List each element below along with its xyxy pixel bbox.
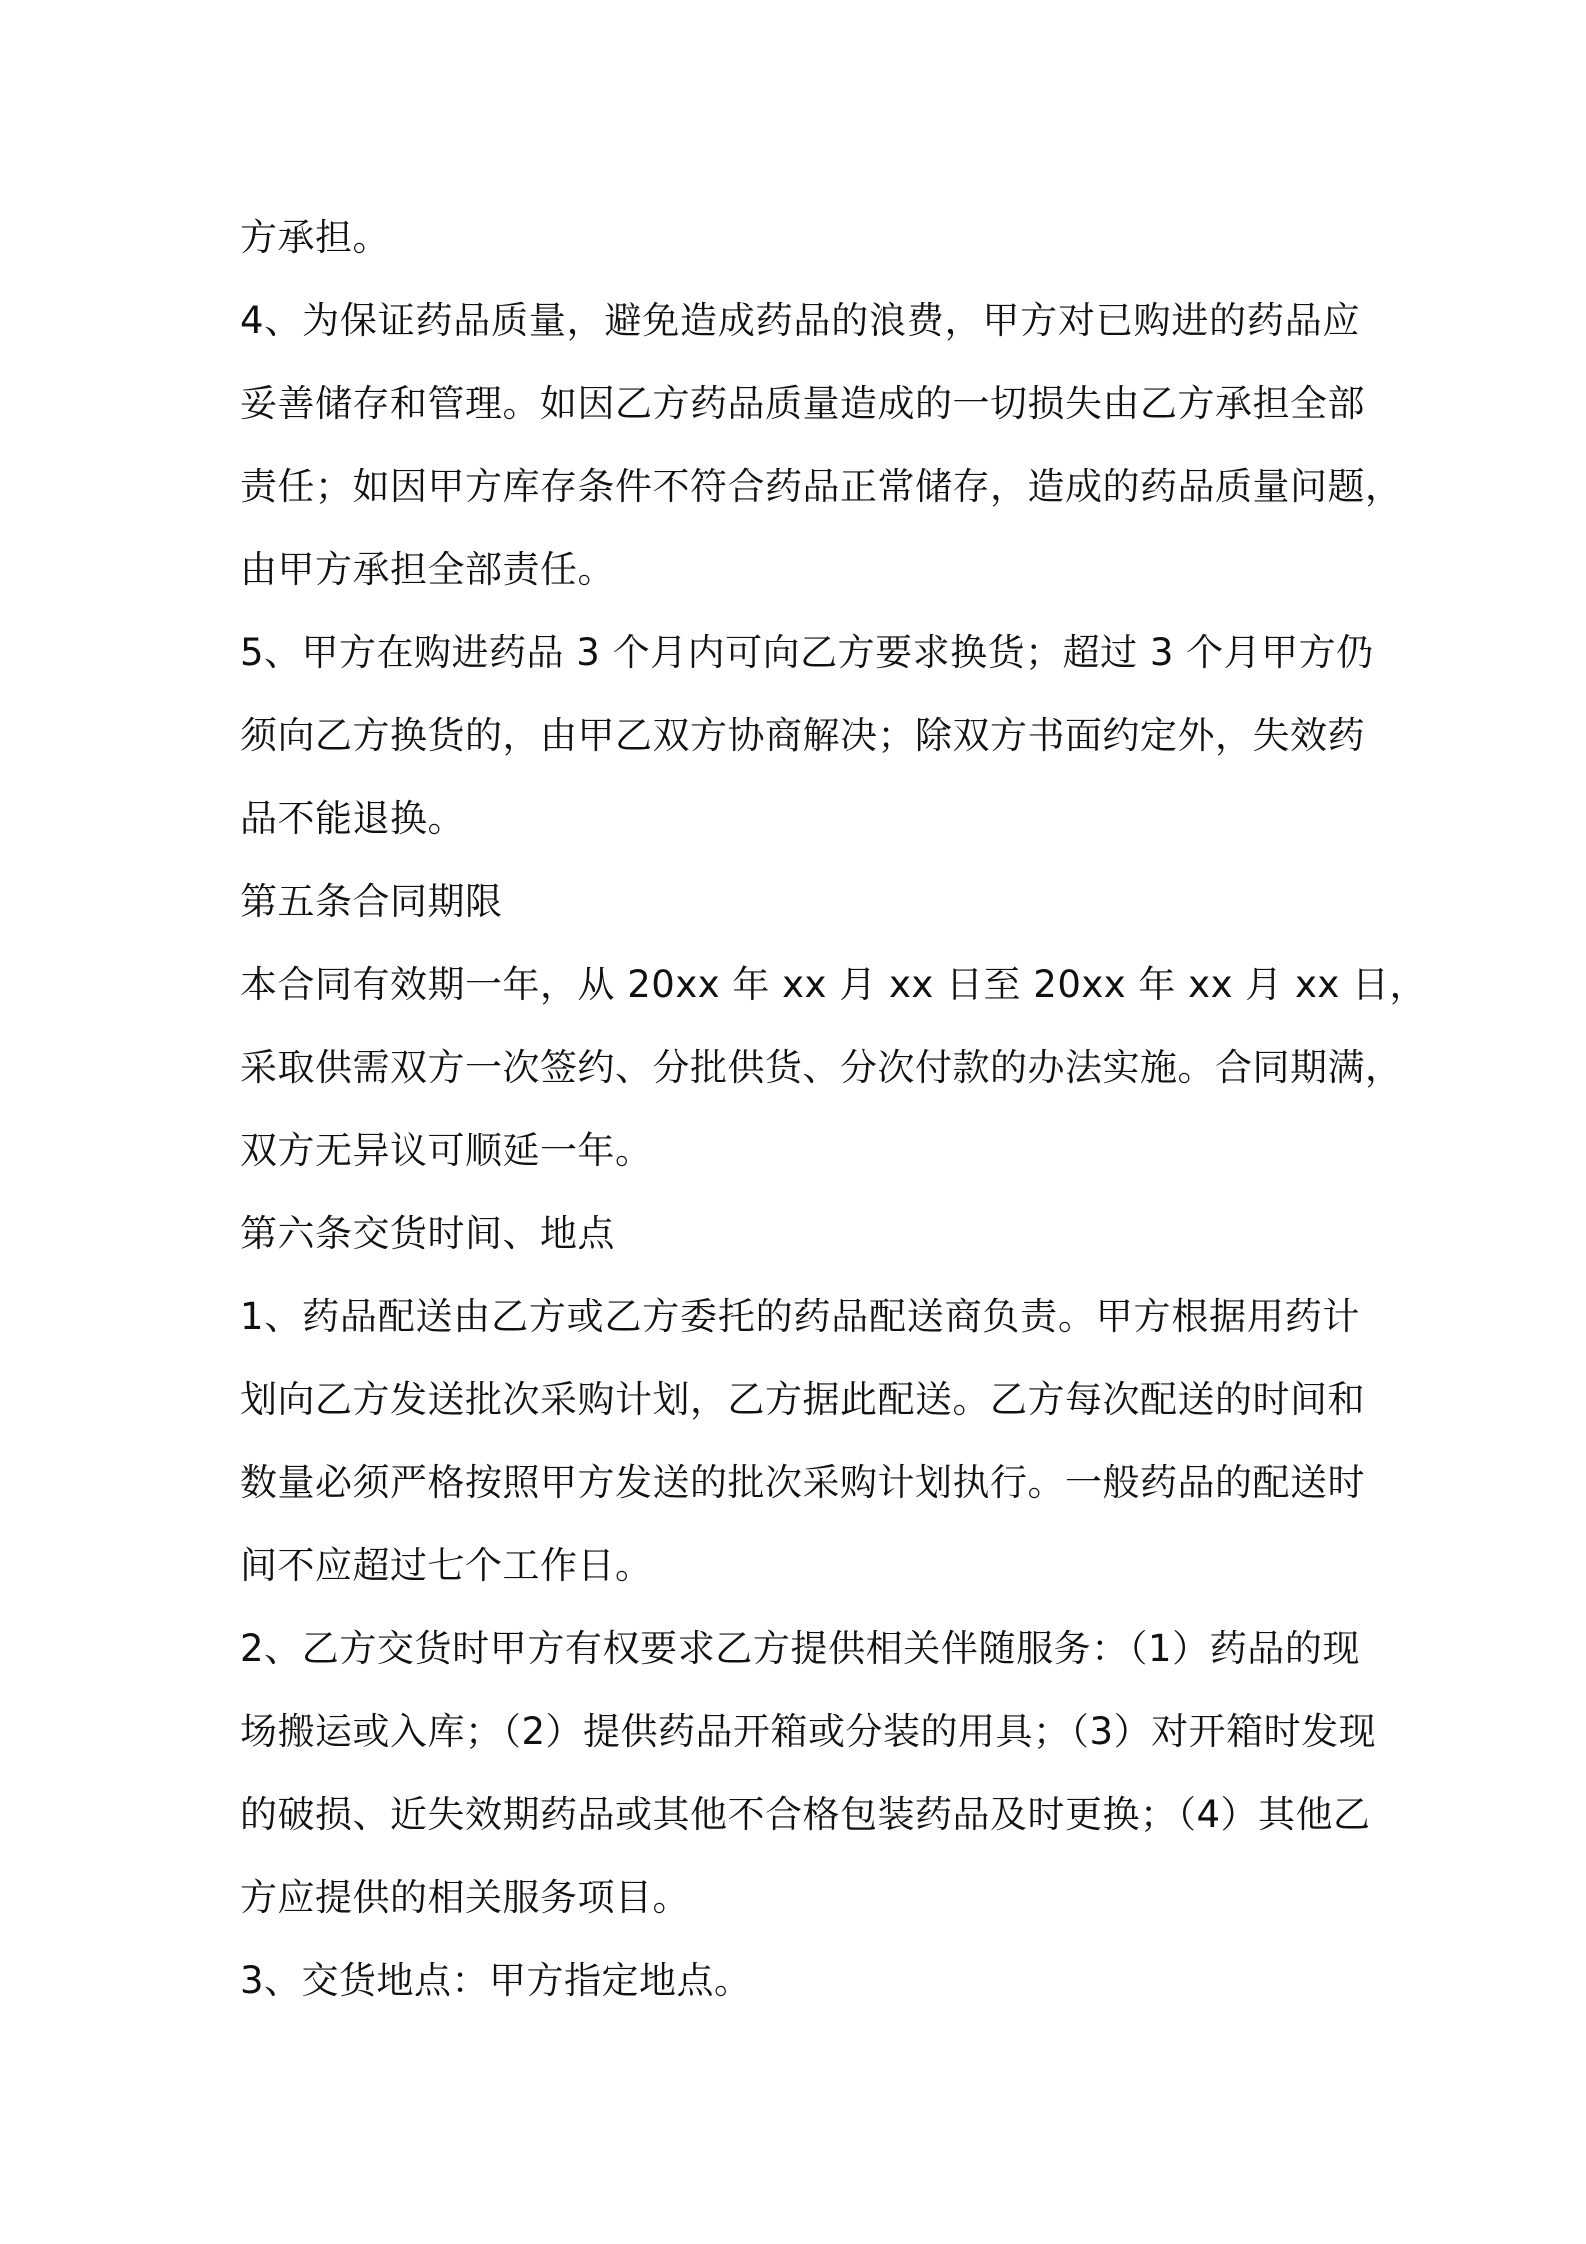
paragraph-line: 5、甲方在购进药品 3 个月内可向乙方要求换货；超过 3 个月甲方仍	[240, 631, 1374, 674]
paragraph-line: 1、药品配送由乙方或乙方委托的药品配送商负责。甲方根据用药计	[240, 1295, 1360, 1338]
paragraph-line: 方承担。	[240, 216, 390, 259]
paragraph-line: 划向乙方发送批次采购计划，乙方据此配送。乙方每次配送的时间和	[240, 1378, 1365, 1421]
paragraph-line: 方应提供的相关服务项目。	[240, 1876, 690, 1919]
paragraph-line: 妥善储存和管理。如因乙方药品质量造成的一切损失由乙方承担全部	[240, 382, 1365, 425]
paragraph-line: 数量必须严格按照甲方发送的批次采购计划执行。一般药品的配送时	[240, 1461, 1365, 1504]
document-body	[240, 196, 1428, 2022]
paragraph-line: 采取供需双方一次签约、分批供货、分次付款的办法实施。合同期满，	[240, 1046, 1403, 1089]
section-heading: 第六条交货时间、地点	[240, 1212, 615, 1255]
paragraph-line: 2、乙方交货时甲方有权要求乙方提供相关伴随服务：（1）药品的现	[240, 1627, 1360, 1670]
paragraph-line: 双方无异议可顺延一年。	[240, 1129, 653, 1172]
paragraph-line: 须向乙方换货的，由甲乙双方协商解决；除双方书面约定外，失效药	[240, 714, 1365, 757]
paragraph-line: 本合同有效期一年，从 20xx 年 xx 月 xx 日至 20xx 年 xx 月 xx 日，	[240, 963, 1428, 1006]
paragraph-line: 场搬运或入库；（2）提供药品开箱或分装的用具；（3）对开箱时发现	[240, 1710, 1377, 1753]
paragraph-line: 4、为保证药品质量，避免造成药品的浪费，甲方对已购进的药品应	[240, 299, 1360, 342]
paragraph-line: 间不应超过七个工作日。	[240, 1544, 653, 1587]
paragraph-line: 责任；如因甲方库存条件不符合药品正常储存，造成的药品质量问题，	[240, 465, 1403, 508]
paragraph-line: 的破损、近失效期药品或其他不合格包装药品及时更换；（4）其他乙	[240, 1793, 1371, 1836]
paragraph-line: 品不能退换。	[240, 797, 465, 840]
section-heading: 第五条合同期限	[240, 880, 503, 923]
paragraph-line: 3、交货地点：甲方指定地点。	[240, 1959, 752, 2002]
paragraph-line: 由甲方承担全部责任。	[240, 548, 615, 591]
